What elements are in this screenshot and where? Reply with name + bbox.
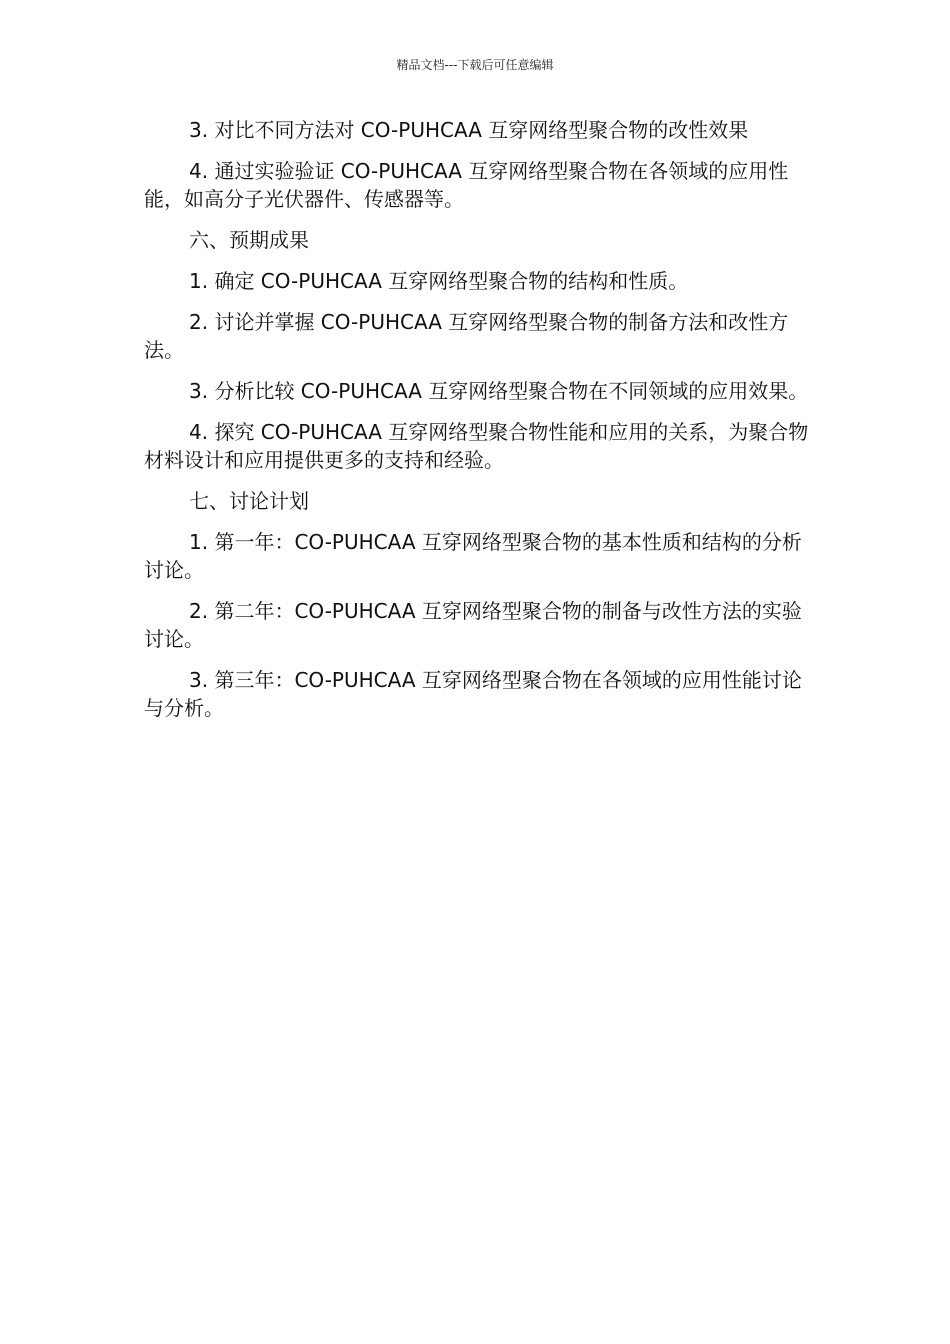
section-heading-expected-results: 六、预期成果	[189, 228, 309, 252]
paragraph-result-2: 2. 讨论并掌握 CO-PUHCAA 互穿网络型聚合物的制备方法和改性方法。	[144, 310, 789, 362]
paragraph-plan-year-3: 3. 第三年：CO-PUHCAA 互穿网络型聚合物在各领域的应用性能讨论与分析。	[144, 668, 802, 720]
paragraph-plan-year-1: 1. 第一年：CO-PUHCAA 互穿网络型聚合物的基本性质和结构的分析讨论。	[144, 530, 802, 582]
paragraph-result-3: 3. 分析比较 CO-PUHCAA 互穿网络型聚合物在不同领域的应用效果。	[189, 379, 809, 403]
paragraph-result-1: 1. 确定 CO-PUHCAA 互穿网络型聚合物的结构和性质。	[189, 269, 689, 293]
page-header: 精品文档---下载后可任意编辑	[396, 58, 554, 72]
section-heading-plan: 七、讨论计划	[189, 489, 309, 513]
paragraph-compare-methods: 3. 对比不同方法对 CO-PUHCAA 互穿网络型聚合物的改性效果	[189, 118, 749, 142]
paragraph-result-4: 4. 探究 CO-PUHCAA 互穿网络型聚合物性能和应用的关系，为聚合物材料设计和应用提供更多的支持和经验。	[144, 420, 809, 472]
document-body	[144, 116, 816, 735]
paragraph-plan-year-2: 2. 第二年：CO-PUHCAA 互穿网络型聚合物的制备与改性方法的实验讨论。	[144, 599, 802, 651]
paragraph-verify-applications: 4. 通过实验验证 CO-PUHCAA 互穿网络型聚合物在各领域的应用性能，如高分子光伏器件、传感器等。	[144, 159, 789, 211]
